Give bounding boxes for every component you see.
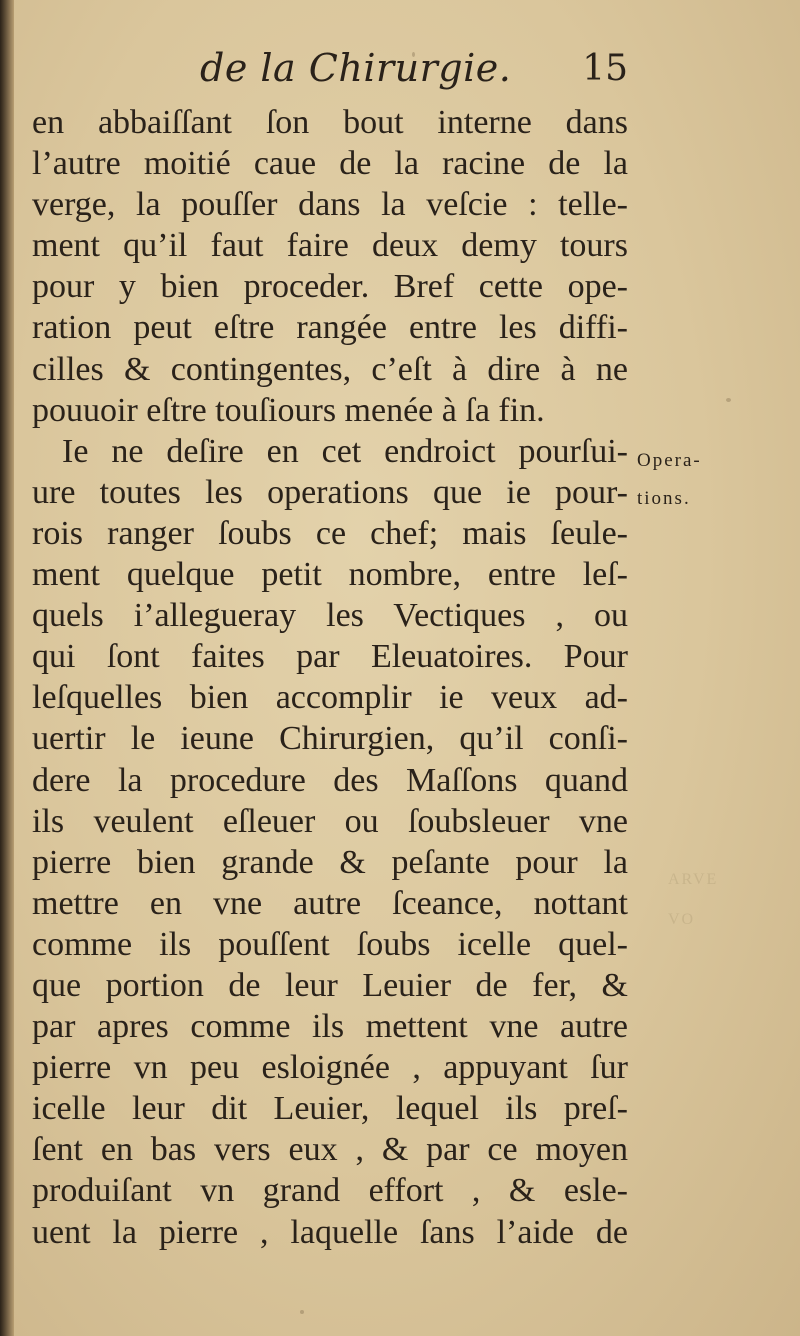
text-line: quels i’allegueray les Vectiques , ou bbox=[32, 597, 628, 635]
text-line: que portion de leur Leuier de fer, & bbox=[32, 966, 628, 1004]
text-line: pouuoir eſtre touſiours menée à ſa fin. bbox=[32, 391, 545, 429]
text-line: ſent en bas vers eux , & par ce moyen bbox=[32, 1131, 628, 1169]
text-line: ure toutes les operations que ie pour- bbox=[32, 473, 628, 511]
text-line: en abbaiſſant ſon bout interne dans bbox=[32, 104, 628, 141]
paper-speck bbox=[300, 1310, 304, 1314]
text-line: verge, la pouſſer dans la veſcie : telle- bbox=[32, 186, 628, 224]
paper-speck bbox=[412, 52, 415, 57]
text-line: ment qu’il faut faire deux demy tours bbox=[32, 227, 628, 265]
text-line: uertir le ieune Chirurgien, qu’il conſi- bbox=[32, 720, 628, 758]
text-line: ils veulent eſleuer ou ſoubsleuer vne bbox=[32, 802, 628, 840]
text-line: qui ſont faites par Eleuatoires. Pour bbox=[32, 638, 628, 676]
bleed-through-line: ARVE bbox=[668, 871, 719, 888]
text-line: leſquelles bien accomplir ie veux ad- bbox=[32, 679, 628, 717]
text-line: pierre vn peu esloignée , appuyant ſur bbox=[32, 1049, 628, 1087]
page-number: 15 bbox=[582, 48, 628, 89]
text-line: cilles & contingentes, c’eſt à dire à ne bbox=[32, 350, 628, 388]
bleed-through-line: VO bbox=[668, 911, 696, 928]
text-line: par apres comme ils mettent vne autre bbox=[32, 1008, 628, 1046]
text-line: comme ils pouſſent ſoubs icelle quel- bbox=[32, 925, 628, 963]
running-title: de la Chirurgie. bbox=[200, 46, 512, 90]
marginal-note bbox=[637, 442, 702, 518]
marginal-note-line: Opera- bbox=[637, 450, 702, 471]
page-header bbox=[200, 42, 640, 102]
body-text bbox=[32, 102, 628, 1253]
binding-edge bbox=[0, 0, 14, 1336]
paper-speck bbox=[726, 398, 731, 402]
text-line: uent la pierre , laquelle ſans l’aide de bbox=[32, 1213, 628, 1251]
paragraph-start-line: Ie ne deſire en cet endroict pourſui- bbox=[62, 432, 628, 470]
text-line: pierre bien grande & peſante pour la bbox=[32, 843, 628, 881]
text-line: ment quelque petit nombre, entre leſ- bbox=[32, 556, 628, 594]
text-line: l’autre moitié caue de la racine de la bbox=[32, 145, 628, 183]
text-line: rois ranger ſoubs ce chef; mais ſeule- bbox=[32, 514, 628, 552]
marginal-note-line: tions. bbox=[637, 488, 691, 509]
text-line: icelle leur dit Leuier, lequel ils preſ- bbox=[32, 1090, 628, 1128]
text-line: mettre en vne autre ſceance, nottant bbox=[32, 884, 628, 922]
text-line: dere la procedure des Maſſons quand bbox=[32, 761, 628, 799]
text-line: produiſant vn grand effort , & esle- bbox=[32, 1172, 628, 1210]
bleed-through-text bbox=[668, 860, 718, 940]
text-line: pour y bien proceder. Bref cette ope- bbox=[32, 268, 628, 306]
text-line: ration peut eſtre rangée entre les diffi- bbox=[32, 309, 628, 347]
